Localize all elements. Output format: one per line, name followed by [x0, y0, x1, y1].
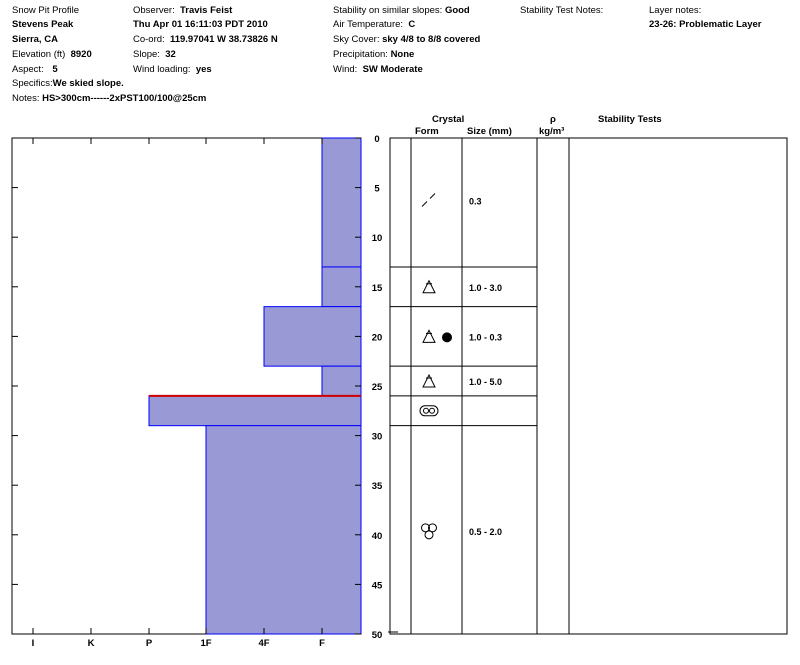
slope-value: 32 [165, 49, 176, 60]
air-temp-label: Air Temperature: [333, 19, 404, 30]
coord-label: Co-ord: [133, 34, 165, 45]
layer-size-1: 1.0 - 3.0 [469, 282, 503, 293]
depth-label-10: 10 [371, 233, 383, 245]
sky-label: Sky Cover: [333, 34, 380, 45]
hardness-bar-0 [322, 138, 361, 267]
hardness-label-1F: 1F [200, 638, 212, 649]
wind-loading-value: yes [195, 64, 212, 75]
depth-label-50: 50 [371, 630, 383, 641]
specifics-value: We skied slope. [52, 78, 124, 89]
specifics-label: Specifics: [12, 78, 53, 89]
form-header: Form [415, 126, 439, 137]
hardness-bar-3 [322, 366, 361, 396]
coord-value: 119.97041 W 38.73826 N [169, 34, 278, 45]
page-title: Snow Pit Profile [12, 5, 80, 16]
depth-label-5: 5 [374, 183, 380, 195]
stability-test-notes-label: Stability Test Notes: [520, 5, 604, 16]
melt-freeze-icon [420, 406, 438, 416]
hardness-label-P: P [145, 638, 153, 649]
layer-notes-value: 23-26: Problematic Layer [649, 19, 762, 30]
elevation-label: Elevation (ft) [12, 49, 66, 60]
hardness-bar-4 [149, 396, 361, 426]
aspect-label: Aspect: [12, 64, 44, 75]
hardness-label-4F: 4F [258, 638, 270, 649]
hardness-bar-5 [206, 426, 361, 634]
wind-label: Wind: [333, 64, 358, 75]
stability-value: Good [444, 5, 470, 16]
depth-label-15: 15 [371, 282, 383, 294]
hardness-label-I: I [31, 638, 35, 649]
hardness-bar-2 [264, 307, 361, 367]
depth-label-0: 0 [374, 134, 380, 145]
region: Sierra, CA [12, 34, 58, 45]
size-header: Size (mm) [467, 126, 512, 137]
hardness-label-F: F [319, 638, 325, 649]
depth-label-25: 25 [371, 382, 383, 393]
rounded-grains-icon [422, 524, 437, 539]
air-temp-value: C [408, 19, 416, 30]
depth-hoar-and-graupel-icon [423, 330, 452, 342]
wind-value: SW Moderate [362, 64, 423, 75]
sky-value: sky 4/8 to 8/8 covered [382, 34, 481, 45]
precip-particles-icon [422, 193, 435, 206]
depth-label-20: 20 [371, 332, 383, 344]
location: Stevens Peak [12, 19, 74, 30]
depth-label-40: 40 [371, 530, 383, 542]
layer-table-frame [390, 138, 787, 634]
notes-value: HS>300cm------2xPST100/100@25cm [42, 93, 207, 104]
wind-loading-label: Wind loading: [133, 64, 191, 75]
rho-header: ρ [550, 114, 556, 125]
elevation-value: 8920 [70, 49, 92, 60]
depth-label-30: 30 [371, 431, 383, 443]
depth-label-35: 35 [371, 481, 383, 493]
layer-size-0: 0.3 [469, 196, 482, 207]
stability-tests-header: Stability Tests [598, 114, 662, 125]
crystal-header: Crystal [432, 114, 465, 125]
slope-label: Slope: [133, 49, 160, 60]
observer-label: Observer: [133, 5, 175, 16]
depth-hoar-icon [423, 281, 435, 293]
density-unit-header: kg/m³ [539, 126, 565, 137]
observer-value: Travis Feist [180, 5, 233, 16]
depth-hoar-icon [423, 375, 435, 387]
precip-value: None [390, 49, 415, 60]
notes-label: Notes: [12, 93, 40, 104]
layer-size-2: 1.0 - 0.3 [469, 332, 503, 343]
stability-label: Stability on similar slopes: [333, 5, 443, 16]
precip-label: Precipitation: [333, 49, 388, 60]
aspect-value: 5 [52, 64, 58, 75]
hardness-label-K: K [87, 638, 95, 649]
depth-label-45: 45 [371, 580, 383, 592]
layer-size-3: 1.0 - 5.0 [469, 377, 503, 388]
datetime: Thu Apr 01 16:11:03 PDT 2010 [133, 19, 268, 30]
layer-notes-label: Layer notes: [649, 5, 702, 16]
layer-size-5: 0.5 - 2.0 [469, 526, 503, 537]
